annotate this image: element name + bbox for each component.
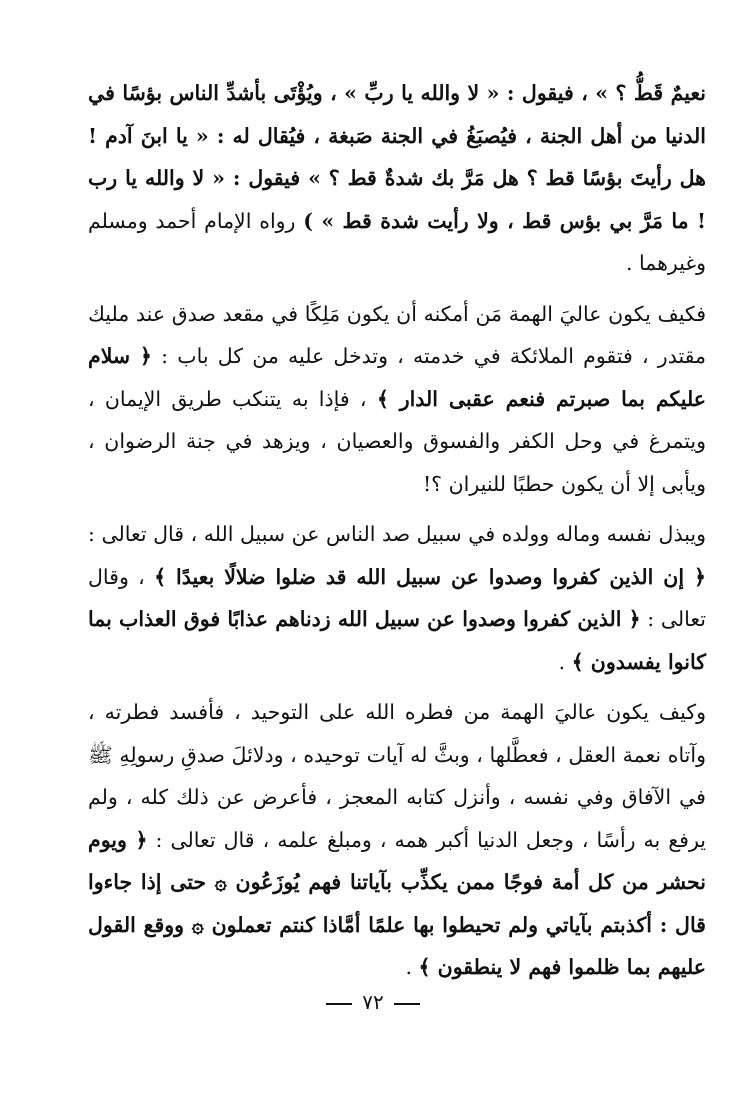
hadith-text: نعيمٌ قَطُّ ؟ » ، فيقول : « لا والله يا ربِّ » ، ويُؤْتَى بأشدِّ الناس بؤسًا في الدنيا من أهل الجنة ، فيُصبَغُ في الجنة صَبغة ، فيُقال له : « يا ابنَ آدم ! هل رأيتَ بؤسًا قط ؟ هل مَرَّ بك شدةٌ قط ؟ » فيقول : « لا والله يا رب ! ما مَرَّ بي بؤس قط ، ولا رأيت شدة قط » ) <box>88 81 706 233</box>
dash-right <box>394 1003 420 1005</box>
paragraph-text: ، فإذا به يتنكب طريق الإيمان ، ويتمرغ في وحل الكفر والفسوق والعصيان ، ويزهد في جنة الرضوان ، ويأبى إلا أن يكون حطبًا للنيران ؟! <box>88 386 706 496</box>
quran-verse: ﴿ الذين كفروا وصدوا عن سبيل الله زدناهم عذابًا فوق العذاب بما كانوا يفسدون ﴾ <box>88 607 706 674</box>
paragraph-2 <box>88 293 706 506</box>
paragraph-4 <box>88 691 706 989</box>
page-number-footer <box>0 988 746 1016</box>
quran-verse: ﴿ ويوم نحشر من كل أمة فوجًا ممن يكذِّب بآياتنا فهم يُوزَعُون ۞ حتى إذا جاءوا قال : أكذبتم بآياتي ولم تحيطوا بها علمًا أمَّاذا كنتم تعملون ۞ ووقع القول عليهم بما ظلموا فهم لا ينطقون ﴾ <box>88 827 706 979</box>
quran-verse: ﴿ سلام عليكم بما صبرتم فنعم عقبى الدار ﴾ <box>88 344 707 411</box>
dash-left <box>326 1003 352 1005</box>
paragraph-text: . <box>405 955 419 979</box>
paragraph-3 <box>88 513 706 683</box>
paragraph-text: ويبذل نفسه وماله وولده في سبيل صد الناس عن سبيل الله ، قال تعالى : <box>88 522 706 546</box>
quran-verse: ﴿ إن الذين كفروا وصدوا عن سبيل الله قد ضلوا ضلالًا بعيدًا ﴾ <box>154 564 706 589</box>
page-number: ٧٢ <box>362 990 384 1014</box>
hadith-source: رواه الإمام أحمد ومسلم وغيرهما . <box>88 208 706 275</box>
paragraph-text: فكيف يكون عاليَ الهمة مَن أمكنه أن يكون مَلِكًا في مقعد صدق عند مليك مقتدر ، فتقوم الملائكة في خدمته ، وتدخل عليه من كل باب : <box>88 301 707 368</box>
page-body <box>88 72 706 989</box>
paragraph-text: ، وقال تعالى : <box>88 564 706 631</box>
paragraph-text: وكيف يكون عاليَ الهمة من فطره الله على التوحيد ، فأفسد فطرته ، وآتاه نعمة العقل ، فعطَّلها ، وبثَّ له آيات توحيده ، ودلائلَ صدقِ رسولِهِ ﷺ في الآفاق وفي نفسه ، وأنزل كتابه المعجز ، فأعرض عن ذلك كله ، ولم يرفع به رأسًا ، وجعل الدنيا أكبر همه ، ومبلغ علمه ، قال تعالى : <box>88 700 706 852</box>
paragraph-text: . <box>558 649 572 674</box>
paragraph-1 <box>88 72 706 285</box>
